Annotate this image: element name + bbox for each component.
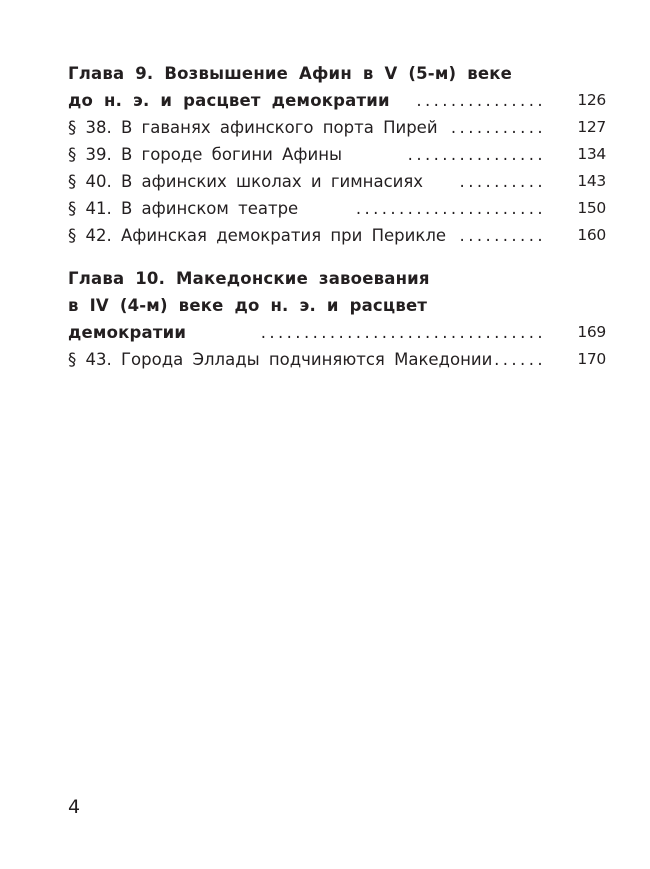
leader-dots: ................................. <box>260 323 546 342</box>
chapter-title-text: в IV (4-м) веке до н. э. и расцвет <box>68 296 428 315</box>
chapter-title-text: Глава 9. Возвышение Афин в V (5-м) веке <box>68 64 513 83</box>
leader-dots: .......... <box>459 172 546 191</box>
toc-section-43[interactable] <box>68 346 606 373</box>
section-title: § 38. В гаванях афинского порта Пирей <box>68 118 438 137</box>
chapter-9-title-line-1 <box>68 60 606 87</box>
toc-section-39[interactable] <box>68 141 606 168</box>
folio-page-number: 4 <box>68 796 81 818</box>
section-title: § 39. В городе богини Афины <box>68 145 343 164</box>
chapter-title-text: до н. э. и расцвет демократии <box>68 91 390 110</box>
section-title: § 41. В афинском театре <box>68 199 299 218</box>
chapter-title-text: Глава 10. Македонские завоевания <box>68 269 430 288</box>
page-number: 127 <box>577 118 606 136</box>
section-title: § 43. Города Эллады подчиняются Македонии <box>68 350 493 369</box>
toc-section-40[interactable] <box>68 168 606 195</box>
toc-section-42[interactable] <box>68 222 606 249</box>
chapter-spacer <box>68 249 606 265</box>
chapter-9-entry[interactable] <box>68 87 606 114</box>
chapter-title-text: демократии <box>68 323 187 342</box>
leader-dots: ........... <box>450 118 546 137</box>
toc-section-41[interactable] <box>68 195 606 222</box>
leader-dots: ...................... <box>355 199 546 218</box>
page-number: 169 <box>577 323 606 341</box>
leader-dots: ...... <box>494 350 546 369</box>
page-number: 134 <box>577 145 606 163</box>
page-number: 126 <box>577 91 606 109</box>
page-number: 160 <box>577 226 606 244</box>
leader-dots: ................ <box>407 145 546 164</box>
section-title: § 42. Афинская демократия при Перикле <box>68 226 447 245</box>
table-of-contents <box>68 60 606 373</box>
page-number: 150 <box>577 199 606 217</box>
section-title: § 40. В афинских школах и гимнасиях <box>68 172 424 191</box>
leader-dots: .......... <box>459 226 546 245</box>
toc-section-38[interactable] <box>68 114 606 141</box>
chapter-10-title-line-2 <box>68 292 606 319</box>
page-number: 170 <box>577 350 606 368</box>
chapter-10-title-line-1 <box>68 265 606 292</box>
page-number: 143 <box>577 172 606 190</box>
leader-dots: ............... <box>416 91 546 110</box>
chapter-10-entry[interactable] <box>68 319 606 346</box>
